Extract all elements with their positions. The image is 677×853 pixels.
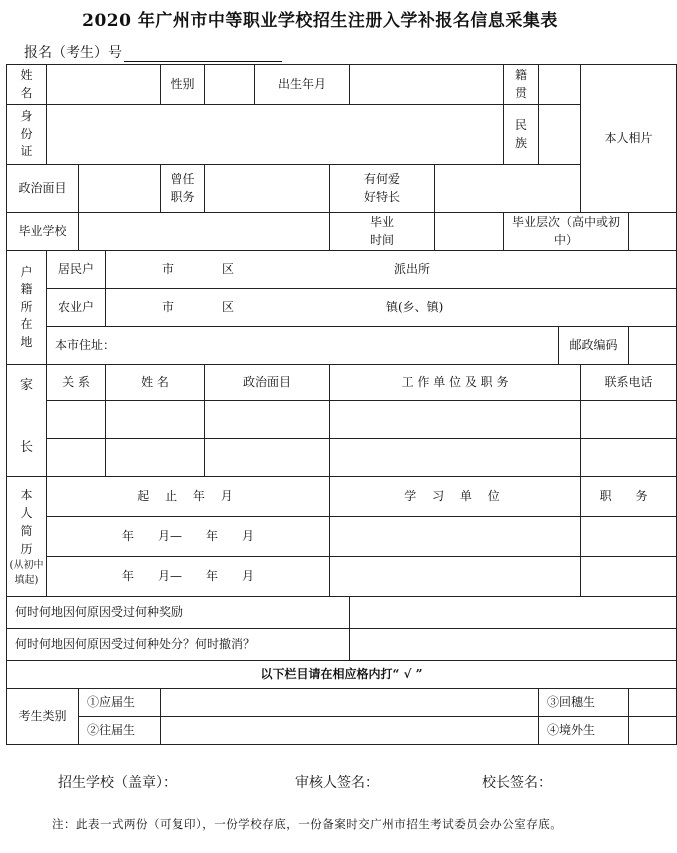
resume-row1-unit[interactable]	[330, 517, 581, 557]
parent1-relation-field[interactable]	[47, 401, 106, 439]
reviewer-sign-label: 审核人签名：	[295, 775, 379, 791]
former-post-field[interactable]	[205, 165, 330, 213]
parents-header-name: 姓 名	[106, 365, 205, 401]
category-option-return: ③回穗生	[539, 689, 629, 717]
resume-row1-period[interactable]: 年 月— 年 月	[47, 517, 330, 557]
resume-row2-unit[interactable]	[330, 557, 581, 597]
category-option-previous: ②往届生	[79, 717, 161, 745]
resume-section-label	[7, 477, 47, 597]
category-check-overseas[interactable]	[629, 717, 677, 745]
category-check-return[interactable]	[629, 689, 677, 717]
resident-label: 居民户	[47, 251, 106, 289]
name-field[interactable]	[47, 65, 161, 105]
parent1-phone-field[interactable]	[581, 401, 677, 439]
grad-level-label: 毕业层次（高中或初中）	[504, 213, 629, 251]
birth-label: 出生年月	[255, 65, 350, 105]
parents-section-label	[7, 365, 47, 477]
info-form-table	[6, 64, 677, 745]
ethnic-label: 民 族	[504, 105, 539, 165]
parent2-political-field[interactable]	[205, 439, 330, 477]
resident-city-label: 市	[162, 262, 175, 276]
town-label: 镇(乡、镇)	[386, 300, 444, 314]
farmer-district-label: 区	[222, 300, 235, 314]
registration-number-field[interactable]	[124, 47, 282, 62]
resume-row2-period[interactable]: 年 月— 年 月	[47, 557, 330, 597]
household-section-label: 户 籍 所 在 地	[7, 251, 47, 365]
gender-label: 性别	[161, 65, 205, 105]
postcode-label: 邮政编码	[559, 327, 629, 365]
parents-header-phone: 联系电话	[581, 365, 677, 401]
form-title: 2020 年广州市中等职业学校招生注册入学补报名信息采集表	[82, 11, 558, 31]
gender-field[interactable]	[205, 65, 255, 105]
parents-label-bottom: 长	[20, 440, 34, 455]
resume-row2-post[interactable]	[581, 557, 677, 597]
resume-row1-post[interactable]	[581, 517, 677, 557]
grad-level-field[interactable]	[629, 213, 677, 251]
parents-header-political: 政治面目	[205, 365, 330, 401]
school-seal-label: 招生学校（盖章）：	[58, 775, 177, 791]
birth-field[interactable]	[350, 65, 504, 105]
check-instruction: 以下栏目请在相应格内打“ √ ”	[7, 661, 677, 689]
farmer-label: 农业户	[47, 289, 106, 327]
name-label: 姓 名	[7, 65, 47, 105]
political-label: 政治面目	[7, 165, 79, 213]
parents-label-top: 家	[20, 378, 34, 393]
registration-number-label: 报名（考生）号	[24, 45, 122, 61]
punish-label: 何时何地因何原因受过何种处分？何时撤消？	[7, 629, 350, 661]
parent1-work-field[interactable]	[330, 401, 581, 439]
resident-address-field[interactable]	[106, 251, 677, 289]
parents-header-work: 工 作 单 位 及 职 务	[330, 365, 581, 401]
awards-label: 何时何地因何原因受过何种奖励	[7, 597, 350, 629]
parent2-phone-field[interactable]	[581, 439, 677, 477]
parents-header-relation: 关 系	[47, 365, 106, 401]
farmer-city-label: 市	[162, 300, 175, 314]
police-station-label: 派出所	[394, 262, 431, 276]
grad-time-field[interactable]	[435, 213, 504, 251]
school-field[interactable]	[79, 213, 330, 251]
farmer-address-field[interactable]	[106, 289, 677, 327]
resident-district-label: 区	[222, 262, 235, 276]
hobby-label: 有何爱 好特长	[330, 165, 435, 213]
parent2-work-field[interactable]	[330, 439, 581, 477]
local-address-field[interactable]	[47, 327, 559, 365]
category-check-current[interactable]	[161, 689, 539, 717]
parent2-relation-field[interactable]	[47, 439, 106, 477]
punish-field[interactable]	[350, 629, 677, 661]
ethnic-field[interactable]	[539, 105, 581, 165]
origin-label: 籍 贯	[504, 65, 539, 105]
resume-header-unit: 学 习 单 位	[330, 477, 581, 517]
resume-note: (从初中 填起)	[9, 559, 44, 586]
resume-label: 本 人 简 历	[20, 487, 33, 556]
footnote: 注：此表一式两份（可复印），一份学校存底，一份备案时交广州市招生考试委员会办公室存底。	[52, 817, 563, 831]
origin-field[interactable]	[539, 65, 581, 105]
political-field[interactable]	[79, 165, 161, 213]
parent1-name-field[interactable]	[106, 401, 205, 439]
local-address-label: 本市住址：	[55, 337, 116, 352]
resume-header-period: 起 止 年 月	[47, 477, 330, 517]
photo-box[interactable]: 本人相片	[581, 65, 677, 213]
parent1-political-field[interactable]	[205, 401, 330, 439]
school-label: 毕业学校	[7, 213, 79, 251]
category-option-overseas: ④境外生	[539, 717, 629, 745]
hobby-field[interactable]	[435, 165, 581, 213]
resume-header-post: 职 务	[581, 477, 677, 517]
postcode-field[interactable]	[629, 327, 677, 365]
registration-number	[24, 42, 282, 62]
category-check-previous[interactable]	[161, 717, 539, 745]
former-post-label: 曾任 职务	[161, 165, 205, 213]
id-label: 身 份 证	[7, 105, 47, 165]
parent2-name-field[interactable]	[106, 439, 205, 477]
category-label: 考生类别	[7, 689, 79, 745]
principal-sign-label: 校长签名：	[482, 775, 552, 791]
grad-time-label: 毕业 时间	[330, 213, 435, 251]
category-option-current: ①应届生	[79, 689, 161, 717]
awards-field[interactable]	[350, 597, 677, 629]
id-field[interactable]	[47, 105, 504, 165]
